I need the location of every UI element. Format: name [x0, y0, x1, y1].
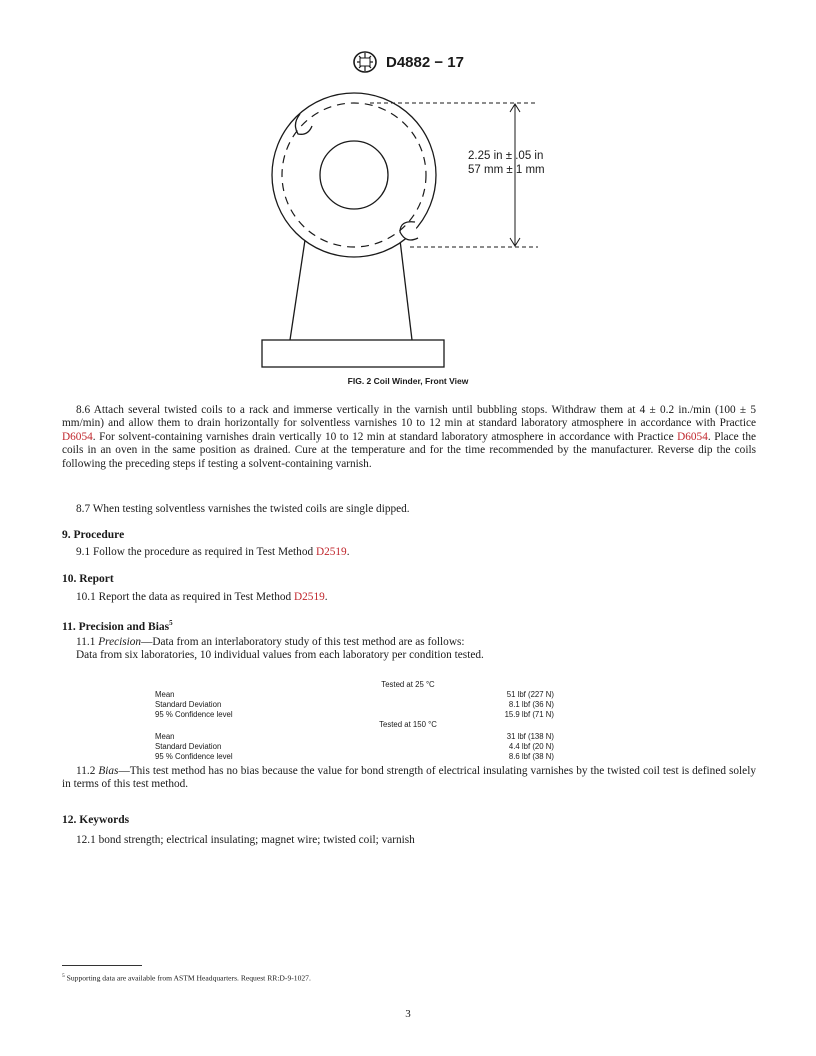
link-d2519-2[interactable]: D2519: [293, 591, 325, 603]
paragraph-11-2: 11.2 Bias—This test method has no bias because the value for bond strength of electrical insulating varnishes by the twisted coil test is defined solely in terms of this test method.: [62, 765, 756, 791]
table-row-label: Standard Deviation: [155, 700, 222, 709]
footnote-ref[interactable]: 5: [169, 619, 173, 627]
coil-winder-figure: [240, 92, 570, 372]
paragraph-10-1: 10.1 Report the data as required in Test Method D2519.: [76, 591, 328, 603]
table-row-label: 95 % Confidence level: [155, 710, 233, 719]
table-row-value: 4.4 lbf (20 N): [508, 742, 554, 751]
table-row-value: 8.1 lbf (36 N): [508, 700, 554, 709]
footnote: $^5$ Supporting data are available from ASTM Headquarters. Request RR:D-9-1027.: [62, 973, 311, 983]
figure-caption: FIG. 2 Coil Winder, Front View: [347, 376, 469, 386]
designation: D4882 − 17: [386, 53, 464, 71]
dimension-mm: 57 mm ± 1 mm: [468, 164, 545, 176]
section-10-heading: 10. Report: [62, 573, 114, 585]
table-row-label: Mean: [155, 732, 175, 741]
section-12-heading: 12. Keywords: [62, 814, 130, 826]
link-d6054[interactable]: D6054: [62, 430, 93, 443]
page-header: [0, 50, 816, 74]
paragraph-11-1: 11.1 Precision—Data from an interlaboratory study of this test method are as follows: Data from six laboratories, 10 individual values from each laboratory per condition tested.: [76, 636, 484, 662]
paragraph-8-7: 8.7 When testing solventless varnishes the twisted coils are single dipped.: [76, 503, 410, 515]
table-condition-25: Tested at 25 °C: [381, 680, 435, 689]
table-row-label: Mean: [155, 690, 175, 699]
paragraph-8-6: 8.6 Attach several twisted coils to a rack and immerse vertically in the varnish until bubbling stops. Withdraw them at 4 ± 0.2 in./min (100 ± 5 mm/min) and allow them to drain horizontally for solventless varnishes 10 to 12 min at standard laboratory atmosphere in accordance with Practice D6054. For solvent-containing varnishes drain vertically 10 to 12 min at standard laboratory atmosphere in accordance with Practice D6054. Place the coils in an oven in the same position as drained. Cure at the temperature and for the time recommended by the manufacturer. Reverse dip the coils following the preceding steps if testing a solvent-containing varnish.: [62, 404, 756, 470]
table-row-label: 95 % Confidence level: [155, 752, 233, 761]
link-d2519[interactable]: D2519: [315, 546, 347, 558]
section-11-heading: 11. Precision and Bias$^5$: [62, 619, 173, 633]
page-number: 3: [405, 1008, 411, 1020]
table-row-value: 8.6 lbf (38 N): [508, 752, 554, 761]
section-9-heading: 9. Procedure: [62, 529, 125, 541]
table-condition-150: Tested at 150 °C: [379, 720, 437, 729]
footnote-divider: [62, 965, 142, 966]
astm-logo-icon: [352, 50, 378, 74]
paragraph-12-1: 12.1 bond strength; electrical insulating; magnet wire; twisted coil; varnish: [76, 834, 415, 846]
dimension-inches: 2.25 in ± .05 in: [468, 150, 544, 162]
paragraph-9-1: 9.1 Follow the procedure as required in Test Method D2519.: [76, 546, 350, 558]
table-row-value: 51 lbf (227 N): [506, 690, 554, 699]
link-d6054-2[interactable]: D6054: [677, 430, 708, 443]
table-row-value: 31 lbf (138 N): [506, 732, 554, 741]
table-row-value: 15.9 lbf (71 N): [504, 710, 554, 719]
table-row-label: Standard Deviation: [155, 742, 222, 751]
